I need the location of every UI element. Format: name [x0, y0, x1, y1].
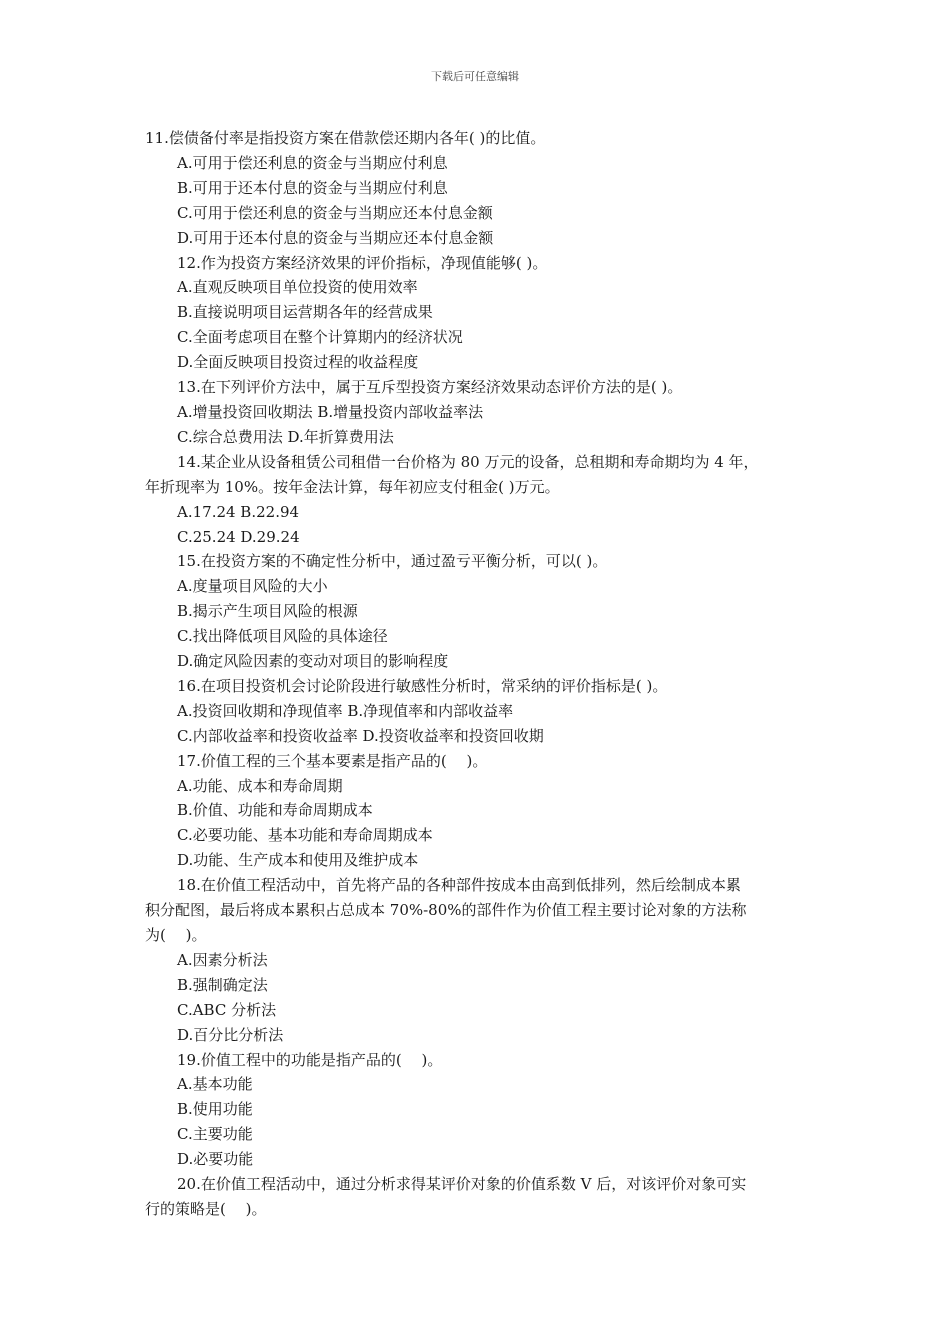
question-18-option-d: D.百分比分析法 [177, 1025, 284, 1044]
question-19-option-b: B.使用功能 [177, 1100, 253, 1119]
question-11-option-c: C.可用于偿还利息的资金与当期应还本付息金额 [177, 203, 493, 222]
question-11-option-a: A.可用于偿还利息的资金与当期应付利息 [177, 153, 448, 172]
question-17-option-a: A.功能、成本和寿命周期 [177, 776, 343, 795]
document-body [145, 126, 810, 1222]
question-18-stem-line-3: 为( )。 [145, 926, 207, 944]
question-12-option-c: C.全面考虑项目在整个计算期内的经济状况 [177, 328, 463, 347]
question-19-option-d: D.必要功能 [177, 1150, 254, 1169]
question-15-option-b: B.揭示产生项目风险的根源 [177, 602, 358, 621]
question-11-option-d: D.可用于还本付息的资金与当期应还本付息金额 [177, 228, 494, 247]
question-16-stem: 16.在项目投资机会讨论阶段进行敏感性分析时，常采纳的评价指标是( )。 [177, 676, 668, 695]
question-19-stem: 19.价值工程中的功能是指产品的( )。 [177, 1050, 443, 1069]
question-16-options-ab: A.投资回收期和净现值率 B.净现值率和内部收益率 [177, 701, 514, 720]
question-13-options-ab: A.增量投资回收期法 B.增量投资内部收益率法 [177, 402, 484, 421]
question-16-options-cd: C.内部收益率和投资收益率 D.投资收益率和投资回收期 [177, 726, 544, 745]
question-12-option-d: D.全面反映项目投资过程的收益程度 [177, 353, 419, 372]
question-18-option-a: A.因素分析法 [177, 950, 268, 969]
question-15-stem: 15.在投资方案的不确定性分析中，通过盈亏平衡分析，可以( )。 [177, 552, 608, 571]
question-15-option-a: A.度量项目风险的大小 [177, 577, 328, 596]
question-15-option-c: C.找出降低项目风险的具体途径 [177, 627, 388, 646]
question-19-option-a: A.基本功能 [177, 1075, 253, 1094]
question-14-options-ab: A.17.24 B.22.94 [177, 502, 300, 521]
question-18-stem-line-2: 积分配图，最后将成本累积占总成本 70%-80%的部件作为价值工程主要讨论对象的方法称 [145, 901, 747, 920]
question-19-option-c: C.主要功能 [177, 1125, 253, 1144]
page-header-note: 下载后可任意编辑 [431, 70, 519, 83]
question-18-option-b: B.强制确定法 [177, 975, 268, 994]
question-13-stem: 13.在下列评价方法中，属于互斥型投资方案经济效果动态评价方法的是( )。 [177, 378, 683, 397]
question-13-options-cd: C.综合总费用法 D.年折算费用法 [177, 427, 394, 446]
question-12-option-a: A.直观反映项目单位投资的使用效率 [177, 278, 418, 297]
question-14-options-cd: C.25.24 D.29.24 [177, 527, 300, 546]
question-11-stem: 11.偿债备付率是指投资方案在借款偿还期内各年( )的比值。 [145, 129, 546, 147]
question-12-stem: 12.作为投资方案经济效果的评价指标，净现值能够( )。 [177, 253, 548, 272]
question-17-stem: 17.价值工程的三个基本要素是指产品的( )。 [177, 751, 488, 770]
question-20-stem-line-2: 行的策略是( )。 [145, 1199, 267, 1218]
question-17-option-b: B.价值、功能和寿命周期成本 [177, 801, 373, 820]
question-18-option-c: C.ABC 分析法 [177, 1000, 277, 1019]
question-11-option-b: B.可用于还本付息的资金与当期应付利息 [177, 178, 448, 197]
question-12-option-b: B.直接说明项目运营期各年的经营成果 [177, 303, 433, 322]
question-18-stem-line-1: 18.在价值工程活动中，首先将产品的各种部件按成本由高到低排列，然后绘制成本累 [177, 876, 741, 895]
question-14-stem-line-1: 14.某企业从设备租赁公司租借一台价格为 80 万元的设备，总租期和寿命期均为 4 年， [177, 452, 759, 471]
question-17-option-d: D.功能、生产成本和使用及维护成本 [177, 851, 419, 870]
question-14-stem-line-2: 年折现率为 10%。按年金法计算，每年初应支付租金( )万元。 [145, 477, 560, 496]
question-15-option-d: D.确定风险因素的变动对项目的影响程度 [177, 652, 449, 671]
question-20-stem-line-1: 20.在价值工程活动中，通过分析求得某评价对象的价值系数 V 后，对该评价对象可实 [177, 1175, 747, 1194]
question-17-option-c: C.必要功能、基本功能和寿命周期成本 [177, 826, 433, 845]
